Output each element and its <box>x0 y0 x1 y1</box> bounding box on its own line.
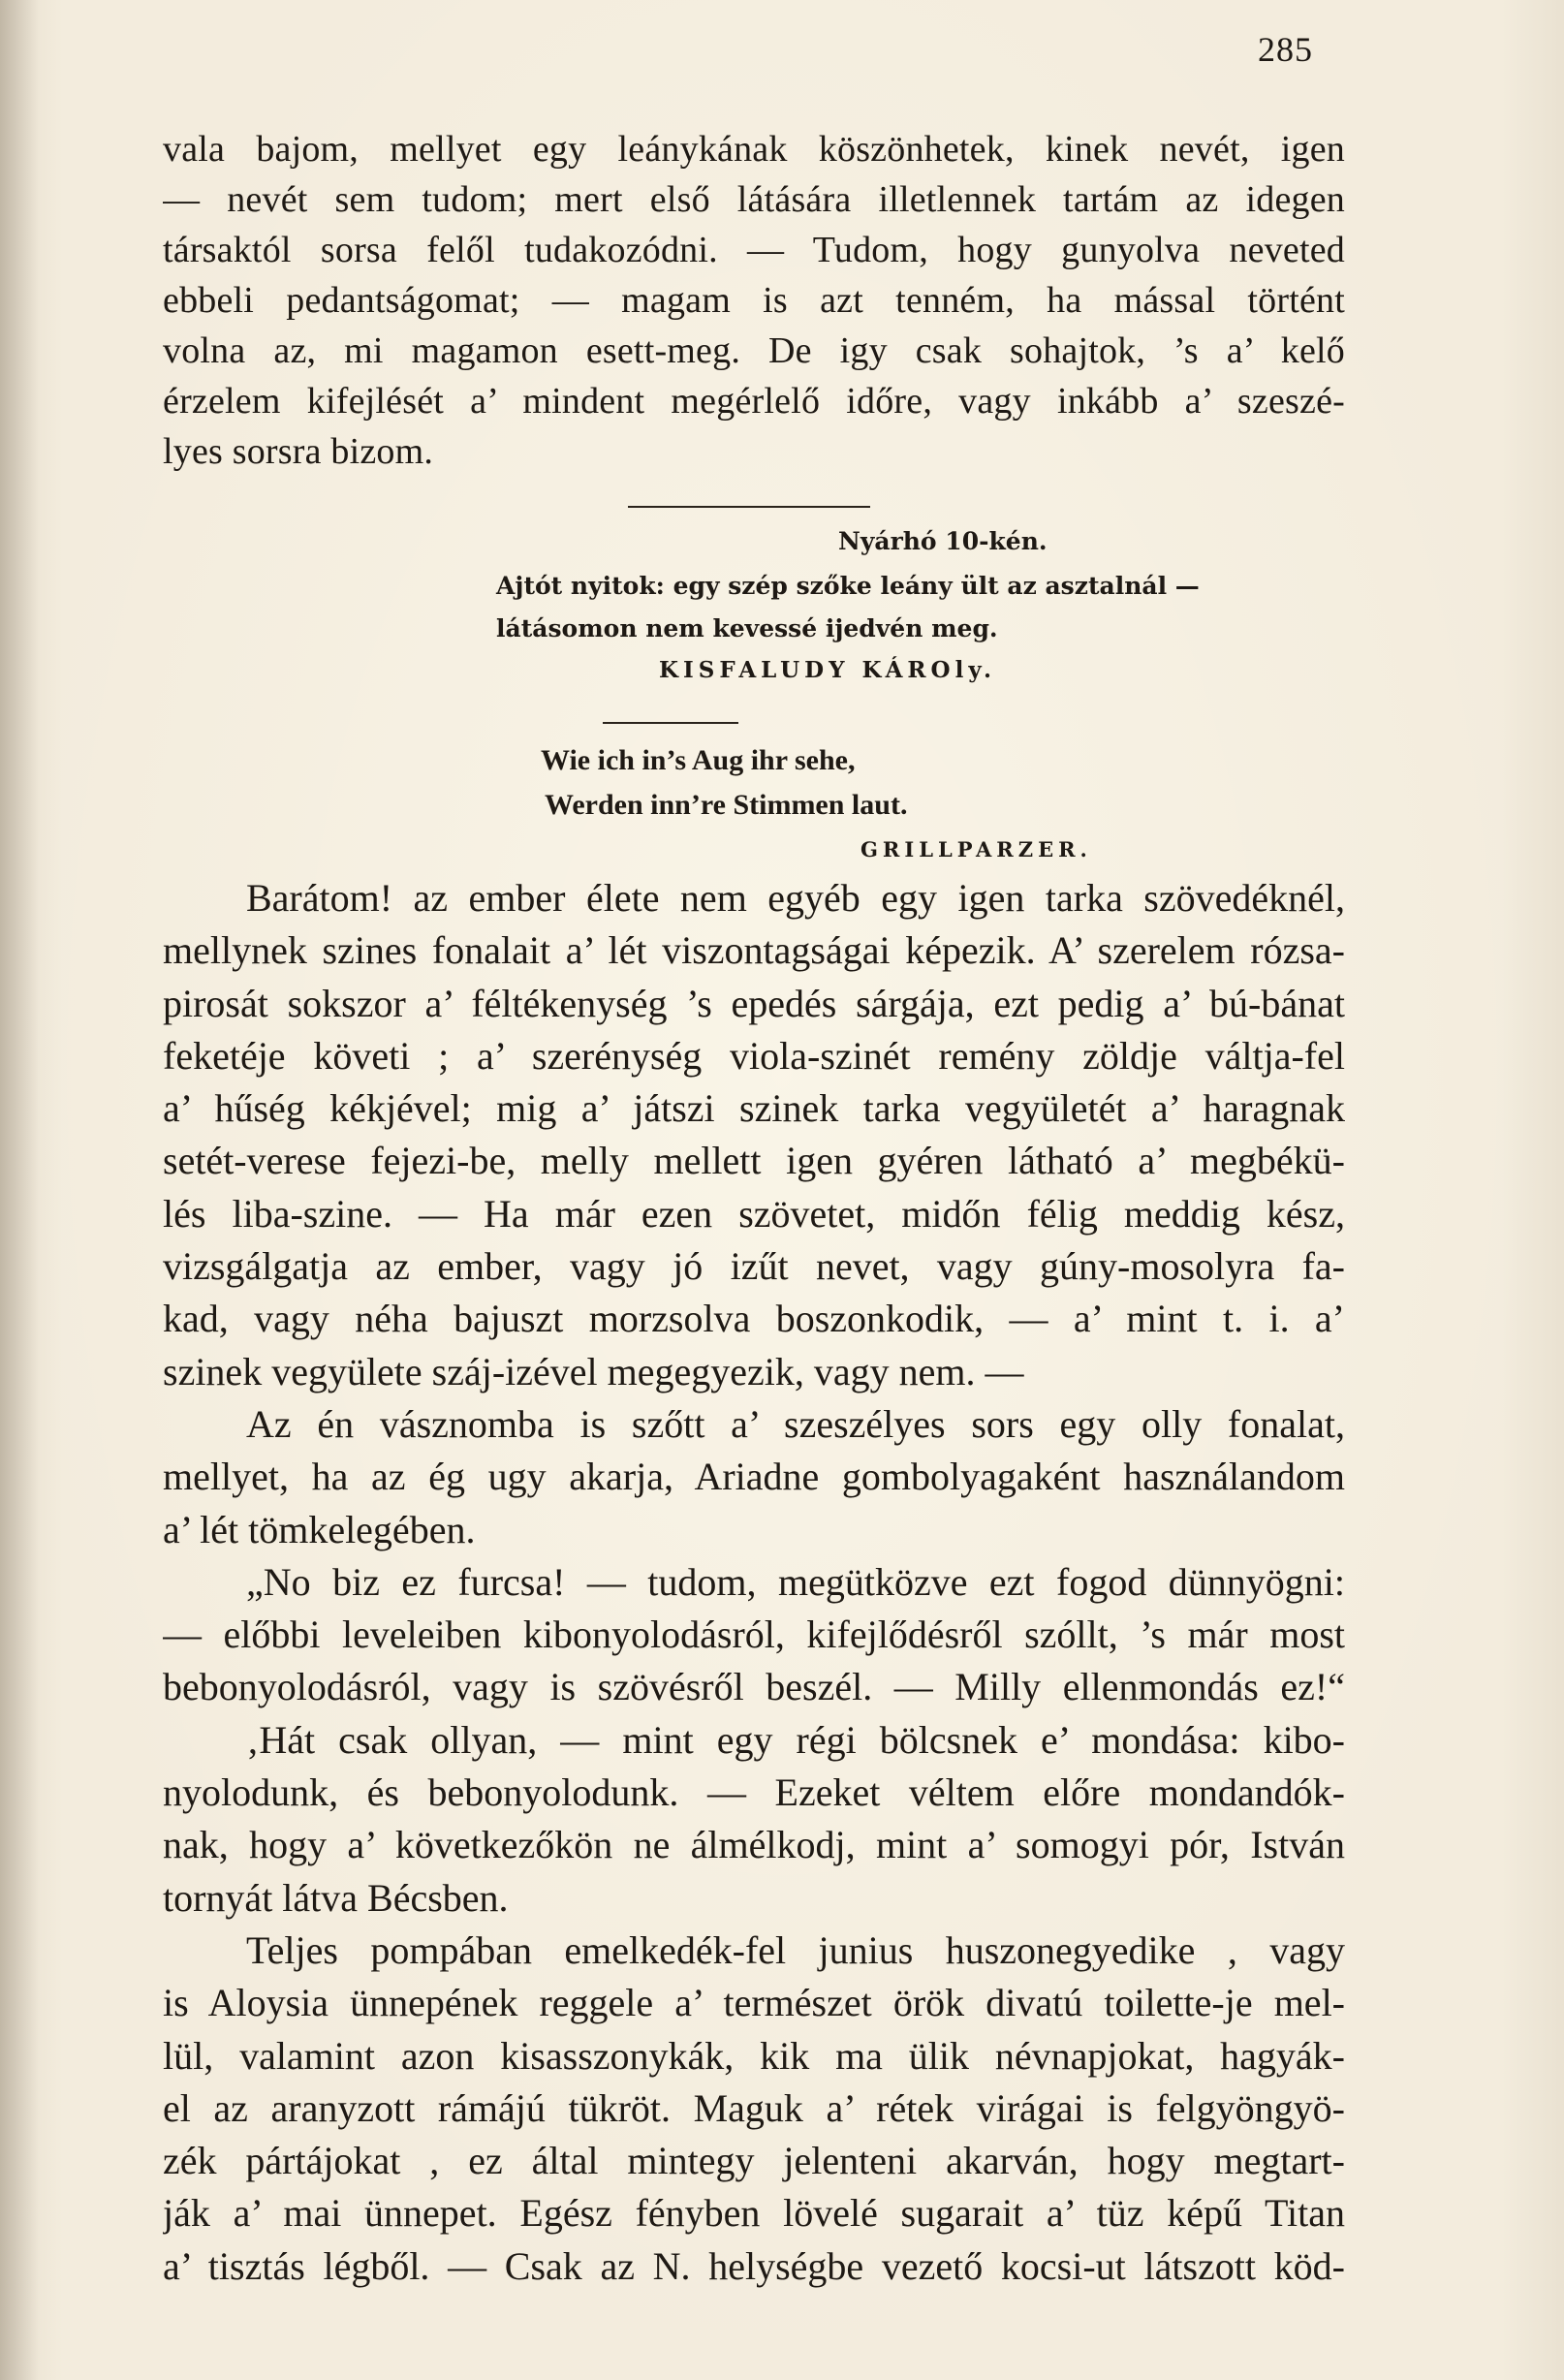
text-line: lül, valamint azon kisasszonykák, kik ma ülik névnapjokat, hagyák- <box>163 2033 1345 2078</box>
text-line: nyolodunk, és bebonyolodunk. — Ezeket véltem előre mondandók- <box>163 1770 1345 1815</box>
text-line: tornyát látva Bécsben. <box>163 1875 509 1920</box>
text-line: szinek vegyülete száj-izével megegyezik, vagy nem. — <box>163 1349 1024 1394</box>
text-line: is Aloysia ünnepének reggele a’ természet örök divatú toilette-je mel- <box>163 1981 1345 2025</box>
section-divider <box>628 506 870 508</box>
text-line: lés liba-szine. — Ha már ezen szövetet, midőn félig meddig kész, <box>163 1191 1345 1236</box>
text-line: — nevét sem tudom; mert első látására illetlennek tartám az idegen <box>163 179 1345 220</box>
text-line: „No biz ez furcsa! — tudom, megütközve ezt fogod dünnyögni: <box>246 1559 1345 1604</box>
text-line: Teljes pompában emelkedék-fel junius huszonegyedike , vagy <box>246 1927 1345 1972</box>
text-line: — előbbi leveleiben kibonyolodásról, kifejlődésről szóllt, ’s már most <box>163 1613 1345 1657</box>
text-line: Barátom! az ember élete nem egyéb egy igen tarka szövedéknél, <box>246 876 1345 920</box>
text-line: nak, hogy a’ következőkön ne álmélkodj, mint a’ somogyi pór, István <box>163 1823 1345 1867</box>
text-line: ják a’ mai ünnepet. Egész fényben lövelé sugarait a’ tüz képű Titan <box>163 2191 1345 2236</box>
text-line: a’ lét tömkelegében. <box>163 1507 476 1551</box>
text-line: el az aranyzott rámájú tükröt. Maguk a’ rétek virágai is felgyöngyö- <box>163 2085 1345 2130</box>
text-line: ebbeli pedantságomat; — magam is azt tenném, ha mással történt <box>163 280 1345 321</box>
page-number: 285 <box>1258 30 1313 69</box>
text-line: mellyet, ha az ég ugy akarja, Ariadne gombolyagaként használandom <box>163 1455 1345 1499</box>
text-line: zék pártájokat , ez által mintegy jelenteni akarván, hogy megtart- <box>163 2139 1345 2183</box>
text-line: vizsgálgatja az ember, vagy jó izűt nevet, vagy gúny-mosolyra fa- <box>163 1244 1345 1289</box>
epigraph-line: Ajtót nyitok: egy szép szőke leány ült az asztalnál — <box>496 572 1200 600</box>
text-line: kad, vagy néha bajuszt morzsolva boszonkodik, — a’ mint t. i. a’ <box>163 1297 1345 1341</box>
opening-paragraph <box>163 124 1345 477</box>
text-line: volna az, mi magamon esett-meg. De igy csak sohajtok, ’s a’ kelő <box>163 330 1345 371</box>
epigraph-date: Nyárhó 10-kén. <box>838 527 1048 555</box>
text-line: setét-verese fejezi-be, melly mellett igen gyéren látható a’ megbékü- <box>163 1139 1345 1183</box>
text-line: Az én vásznomba is szőtt a’ szeszélyes sors egy olly fonalat, <box>246 1401 1345 1446</box>
main-text <box>163 872 1345 2293</box>
text-line: vala bajom, mellyet egy leánykának köszönhetek, kinek nevét, igen <box>163 129 1345 170</box>
epigraph-line: Wie ich in’s Aug ihr sehe, <box>541 744 856 776</box>
text-line: a’ hűség kékjével; mig a’ játszi szinek tarka vegyületét a’ haragnak <box>163 1086 1345 1131</box>
text-line: a’ tisztás légből. — Csak az N. helységbe vezető kocsi-ut látszott köd- <box>163 2243 1345 2288</box>
epigraph-author: KISFALUDY KÁROly. <box>659 657 997 683</box>
text-line: pirosát sokszor a’ féltékenység ’s epedés sárgája, ezt pedig a’ bú-bánat <box>163 981 1345 1025</box>
text-line: érzelem kifejlését a’ mindent megérlelő időre, vagy inkább a’ szeszé- <box>163 381 1345 422</box>
epigraph-author: GRILLPARZER. <box>860 837 1092 861</box>
text-line: bebonyolodásról, vagy is szövésről beszél. — Milly ellenmondás ez!“ <box>163 1665 1345 1709</box>
text-line: ‚Hát csak ollyan, — mint egy régi bölcsnek e’ mondása: kibo- <box>246 1717 1345 1762</box>
text-line: feketéje követi ; a’ szerénység viola-szinét remény zöldje váltja-fel <box>163 1033 1345 1078</box>
epigraph-divider <box>603 722 738 724</box>
epigraph-line: látásomon nem kevessé ijedvén meg. <box>496 614 998 642</box>
text-line: lyes sorsra bizom. <box>163 431 434 472</box>
text-line: mellynek szines fonalait a’ lét viszontagságai képezik. A’ szerelem rózsa- <box>163 928 1345 973</box>
text-line: társaktól sorsa felől tudakozódni. — Tudom, hogy gunyolva neveted <box>163 230 1345 270</box>
epigraph-line: Werden inn’re Stimmen laut. <box>545 789 908 821</box>
page-spine-shadow <box>0 0 39 2380</box>
